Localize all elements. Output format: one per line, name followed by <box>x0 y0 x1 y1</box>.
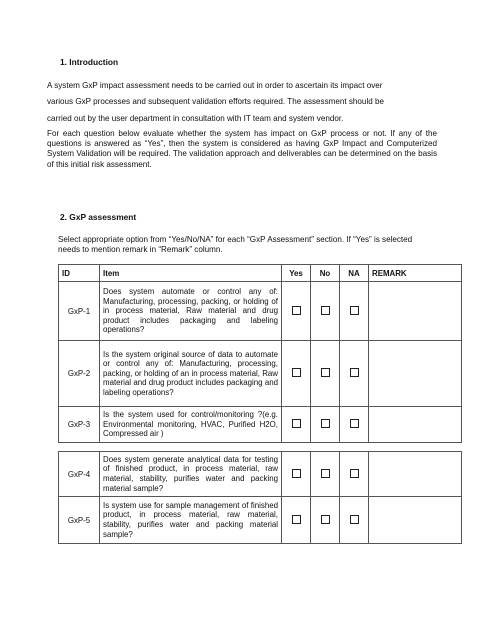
yes-checkbox[interactable] <box>282 341 311 407</box>
no-checkbox[interactable] <box>311 341 340 407</box>
header-no: No <box>311 265 340 282</box>
table-row <box>59 407 462 443</box>
row-id: GxP-4 <box>59 452 100 497</box>
row-item: Does system generate analytical data for testing of finished product, in process material, raw material, stability, purifies water and packing material sample? <box>100 452 282 497</box>
intro-line: carried out by the user department in consultation with IT team and system vendor. <box>47 113 344 123</box>
row-item: Is the system original source of data to automate or control any of: Manufacturing, processing, packing, or holding of an in process material, Raw material and drug product includes packaging and labeling operations? <box>100 341 282 407</box>
gxp-assessment-table <box>58 264 462 443</box>
yes-checkbox[interactable] <box>282 452 311 497</box>
row-item: Is the system used for control/monitoring ?(e.g. Environmental monitoring, HVAC, Purified H2O, Compressed air ) <box>100 407 282 443</box>
table-row <box>59 452 462 497</box>
row-item: Does system automate or control any of: Manufacturing, processing, packing, or holding of in process material, Raw material and drug product includes packaging and labeling operations? <box>100 282 282 341</box>
header-na: NA <box>340 265 369 282</box>
na-checkbox[interactable] <box>340 282 369 341</box>
table-header-row <box>59 265 462 282</box>
table-row <box>59 341 462 407</box>
no-checkbox[interactable] <box>311 497 340 544</box>
na-checkbox[interactable] <box>340 407 369 443</box>
intro-paragraph-1 <box>47 78 447 127</box>
yes-checkbox[interactable] <box>282 407 311 443</box>
no-checkbox[interactable] <box>311 282 340 341</box>
remark-cell[interactable] <box>369 282 462 341</box>
yes-checkbox[interactable] <box>282 282 311 341</box>
row-item: Is system use for sample management of finished product, in process material, raw material, stability, purifies water and packing material sample? <box>100 497 282 544</box>
header-remark: REMARK <box>369 265 462 282</box>
table-row <box>59 497 462 544</box>
yes-checkbox[interactable] <box>282 497 311 544</box>
instruction-paragraph: Select appropriate option from “Yes/No/NA” for each “GxP Assessment” section. If “Yes” is selected needs to mention remark in “Remark” column. <box>58 235 413 255</box>
remark-cell[interactable] <box>369 341 462 407</box>
remark-cell[interactable] <box>369 407 462 443</box>
remark-cell[interactable] <box>369 452 462 497</box>
table-row <box>59 282 462 341</box>
remark-cell[interactable] <box>369 497 462 544</box>
section-1-heading: 1. Introduction <box>60 57 119 67</box>
na-checkbox[interactable] <box>340 452 369 497</box>
na-checkbox[interactable] <box>340 341 369 407</box>
gxp-assessment-table-continued <box>58 451 462 544</box>
no-checkbox[interactable] <box>311 452 340 497</box>
row-id: GxP-5 <box>59 497 100 544</box>
header-yes: Yes <box>282 265 311 282</box>
intro-line: A system GxP impact assessment needs to be carried out in order to ascertain its impact over <box>47 81 383 90</box>
header-id: ID <box>59 265 100 282</box>
intro-line: various GxP processes and subsequent validation efforts required. The assessment should be <box>47 97 384 107</box>
section-2-heading: 2. GxP assessment <box>60 212 137 222</box>
row-id: GxP-1 <box>59 282 100 341</box>
row-id: GxP-3 <box>59 407 100 443</box>
header-item: Item <box>100 265 282 282</box>
row-id: GxP-2 <box>59 341 100 407</box>
no-checkbox[interactable] <box>311 407 340 443</box>
intro-paragraph-2: For each question below evaluate whether the system has impact on GxP process or not. If any of the questions is answered as “Yes”, then the system is considered as having GxP Impact and Computerized System Validation will be required. The validation approach and deliverables can be determined on the basis of this initial risk assessment. <box>47 129 437 169</box>
na-checkbox[interactable] <box>340 497 369 544</box>
